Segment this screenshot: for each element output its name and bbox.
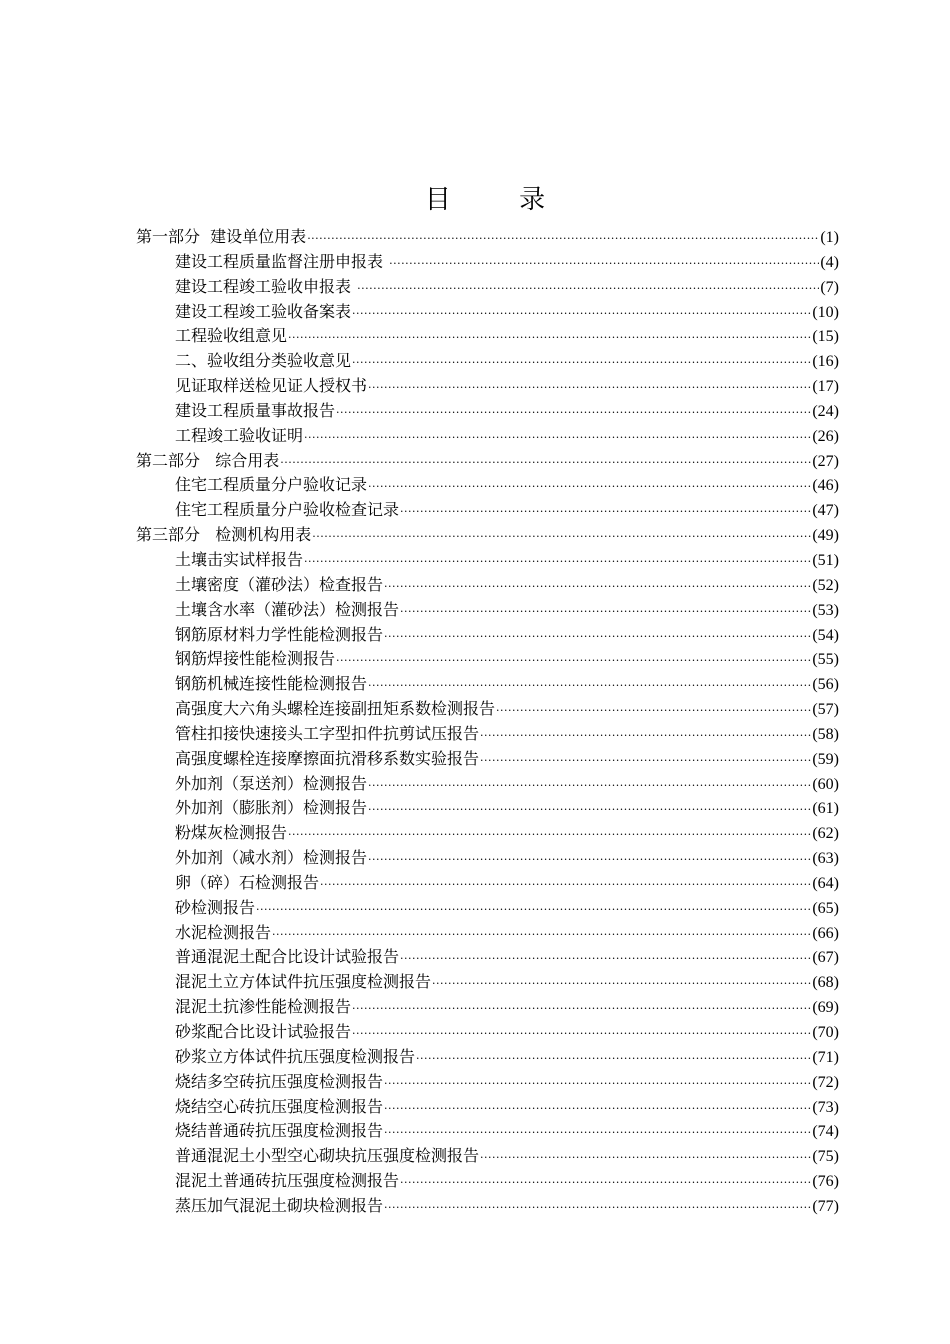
toc-entry-label: 土壤含水率（灌砂法）检测报告 [175, 599, 400, 619]
toc-section-entry [136, 523, 839, 548]
toc-entry [136, 399, 839, 424]
toc-entry-label: 烧结普通砖抗压强度检测报告 [175, 1121, 384, 1141]
toc-entry [136, 846, 839, 871]
toc-entry-label: 住宅工程质量分户验收记录 [175, 475, 368, 495]
toc-entry [136, 1045, 839, 1070]
toc-entry [136, 647, 839, 672]
toc-dot-leader [280, 451, 811, 476]
toc-page-number: (65) [812, 899, 839, 917]
toc-dot-leader [368, 475, 811, 500]
toc-entry-label: 高强度螺栓连接摩擦面抗滑移系数实验报告 [175, 748, 480, 768]
toc-entry-label: 建设工程竣工验收申报表 [175, 276, 357, 296]
toc-dot-leader [368, 848, 811, 873]
toc-page-number: (72) [812, 1073, 839, 1091]
toc-entry [136, 796, 839, 821]
toc-page-number: (55) [812, 651, 839, 669]
toc-page-number: (15) [812, 328, 839, 346]
toc-entry-label: 蒸压加气混泥土砌块检测报告 [175, 1195, 384, 1215]
toc-entry [136, 1070, 839, 1095]
toc-entry-label: 外加剂（膨胀剂）检测报告 [175, 798, 368, 818]
toc-dot-leader [320, 873, 811, 898]
toc-page-number: (4) [820, 253, 839, 271]
toc-dot-leader [389, 252, 819, 277]
toc-page-number: (68) [812, 974, 839, 992]
toc-dot-leader [357, 277, 819, 302]
toc-entry [136, 573, 839, 598]
toc-entry-label: 外加剂（泵送剂）检测报告 [175, 773, 368, 793]
toc-dot-leader [480, 749, 811, 774]
toc-entry-label: 粉煤灰检测报告 [175, 823, 288, 843]
toc-entry [136, 349, 839, 374]
toc-entry-label: 管柱扣接快速接头工字型扣件抗剪试压报告 [175, 723, 480, 743]
toc-page-number: (1) [820, 229, 839, 246]
toc-page-number: (71) [812, 1048, 839, 1066]
toc-entry-label: 卵（碎）石检测报告 [175, 872, 320, 892]
toc-dot-leader [384, 1097, 811, 1122]
toc-page-number: (62) [812, 825, 839, 843]
toc-entry [136, 374, 839, 399]
toc-dot-leader [307, 227, 819, 252]
toc-entry-label: 钢筋机械连接性能检测报告 [175, 674, 368, 694]
toc-entry-label: 普通混泥土配合比设计试验报告 [175, 947, 400, 967]
toc-entry-label: 普通混泥土小型空心砌块抗压强度检测报告 [175, 1146, 480, 1166]
toc-page-number: (58) [812, 725, 839, 743]
toc-dot-leader [384, 1196, 811, 1221]
toc-entry [136, 672, 839, 697]
toc-dot-leader [400, 947, 811, 972]
toc-dot-leader [368, 798, 811, 823]
toc-dot-leader [480, 724, 811, 749]
toc-dot-leader [384, 575, 811, 600]
toc-page-number: (61) [812, 800, 839, 818]
toc-entry-label: 工程竣工验收证明 [175, 425, 304, 445]
toc-dot-leader [352, 302, 811, 327]
toc-entry [136, 1119, 839, 1144]
toc-entry-label: 高强度大六角头螺栓连接副扭矩系数检测报告 [175, 699, 496, 719]
toc-page-number: (54) [812, 626, 839, 644]
toc-entry [136, 945, 839, 970]
toc-dot-leader [416, 1047, 811, 1072]
toc-entry [136, 1194, 839, 1219]
toc-entry-label: 钢筋原材料力学性能检测报告 [175, 624, 384, 644]
toc-section-entry [136, 449, 839, 474]
toc-page-number: (74) [812, 1123, 839, 1141]
toc-dot-leader [256, 898, 811, 923]
toc-page-number: (10) [812, 303, 839, 321]
toc-page-number: (46) [812, 477, 839, 495]
toc-entry [136, 548, 839, 573]
toc-entry-label: 钢筋焊接性能检测报告 [175, 649, 336, 669]
toc-entry [136, 871, 839, 896]
toc-page-number: (60) [812, 775, 839, 793]
toc-page-number: (63) [812, 850, 839, 868]
toc-entry [136, 498, 839, 523]
toc-entry [136, 1169, 839, 1194]
toc-entry-label: 建设工程竣工验收备案表 [175, 301, 352, 321]
toc-entry [136, 772, 839, 797]
toc-entry [136, 275, 839, 300]
toc-entry [136, 722, 839, 747]
toc-dot-leader [384, 1121, 811, 1146]
toc-section-entry [136, 225, 839, 250]
toc-entry-label: 工程验收组意见 [175, 326, 288, 346]
toc-page-number: (70) [812, 1024, 839, 1041]
toc-page-number: (7) [820, 278, 839, 296]
toc-page-number: (77) [812, 1197, 839, 1215]
toc-dot-leader [496, 699, 811, 724]
toc-entry [136, 896, 839, 921]
toc-dot-leader [368, 376, 811, 401]
toc-entry [136, 250, 839, 275]
toc-page-number: (73) [812, 1098, 839, 1116]
toc-page-number: (51) [812, 551, 839, 569]
toc-page-number: (16) [812, 353, 839, 371]
toc-page-number: (47) [812, 502, 839, 520]
toc-dot-leader [352, 351, 811, 376]
toc-dot-leader [288, 823, 811, 848]
toc-page-number: (24) [812, 402, 839, 420]
toc-entry-label: 二、验收组分类验收意见 [175, 351, 352, 371]
toc-entry [136, 598, 839, 623]
toc-dot-leader [336, 401, 811, 426]
toc-entry [136, 623, 839, 648]
toc-entry-label: 住宅工程质量分户验收检查记录 [175, 500, 400, 520]
toc-entry-label: 水泥检测报告 [175, 922, 272, 942]
toc-entry [136, 821, 839, 846]
toc-entry-label: 建设工程质量监督注册申报表 [175, 251, 389, 271]
toc-entry-label: 烧结多空砖抗压强度检测报告 [175, 1071, 384, 1091]
toc-entry [136, 300, 839, 325]
toc-entry-label: 土壤密度（灌砂法）检查报告 [175, 574, 384, 594]
toc-dot-leader [400, 600, 811, 625]
toc-entry-label: 砂浆配合比设计试验报告 [175, 1022, 352, 1041]
toc-dot-leader [272, 923, 811, 948]
toc-entry [136, 995, 839, 1020]
toc-dot-leader [352, 997, 811, 1022]
toc-dot-leader [336, 649, 811, 674]
toc-entry-label: 第三部分 检测机构用表 [136, 525, 312, 545]
toc-page-number: (66) [812, 924, 839, 942]
toc-dot-leader [384, 625, 811, 650]
toc-entry-label: 砂检测报告 [175, 897, 256, 917]
toc-page-number: (26) [812, 427, 839, 445]
toc-page-number: (56) [812, 676, 839, 694]
toc-entry [136, 697, 839, 722]
toc-title: 目 录 [424, 185, 576, 215]
toc-entry [136, 921, 839, 946]
toc-entry [136, 1144, 839, 1169]
toc-page-number: (52) [812, 576, 839, 594]
toc-page-number: (17) [812, 378, 839, 396]
toc-dot-leader [288, 326, 811, 351]
toc-entry-label: 土壤击实试样报告 [175, 549, 304, 569]
toc-entry [136, 324, 839, 349]
toc-entry-label: 见证取样送检见证人授权书 [175, 376, 368, 396]
toc-page-number: (76) [812, 1173, 839, 1191]
toc-entry-label: 建设工程质量事故报告 [175, 400, 336, 420]
toc-dot-leader [368, 674, 811, 699]
toc-page-number: (67) [812, 949, 839, 967]
toc-entry-label: 混泥土立方体试件抗压强度检测报告 [175, 972, 432, 992]
toc-dot-leader [368, 774, 811, 799]
toc-dot-leader [400, 1171, 811, 1196]
toc-page-number: (53) [812, 601, 839, 619]
toc-dot-leader [400, 500, 811, 525]
toc-page-number: (69) [812, 999, 839, 1017]
toc-entry-label: 烧结空心砖抗压强度检测报告 [175, 1096, 384, 1116]
toc-entry [136, 1095, 839, 1120]
toc-dot-leader [312, 525, 811, 550]
toc-list [136, 225, 839, 1219]
toc-entry [136, 1020, 839, 1045]
toc-entry-label: 混泥土抗渗性能检测报告 [175, 997, 352, 1017]
toc-page-number: (57) [812, 701, 839, 719]
toc-dot-leader [352, 1022, 811, 1047]
toc-page-number: (27) [812, 452, 839, 470]
toc-dot-leader [304, 426, 811, 451]
toc-entry [136, 970, 839, 995]
toc-entry-label: 第一部分 建设单位用表 [136, 227, 307, 246]
toc-page-number: (49) [812, 527, 839, 545]
toc-entry-label: 砂浆立方体试件抗压强度检测报告 [175, 1046, 416, 1066]
toc-entry-label: 第二部分 综合用表 [136, 450, 280, 470]
toc-entry [136, 473, 839, 498]
toc-dot-leader [432, 972, 811, 997]
toc-entry-label: 外加剂（减水剂）检测报告 [175, 848, 368, 868]
toc-page-number: (75) [812, 1148, 839, 1166]
toc-dot-leader [480, 1146, 811, 1171]
toc-entry [136, 424, 839, 449]
toc-entry [136, 747, 839, 772]
toc-page-number: (59) [812, 750, 839, 768]
toc-page-number: (64) [812, 874, 839, 892]
toc-dot-leader [384, 1072, 811, 1097]
toc-entry-label: 混泥土普通砖抗压强度检测报告 [175, 1171, 400, 1191]
toc-dot-leader [304, 550, 811, 575]
